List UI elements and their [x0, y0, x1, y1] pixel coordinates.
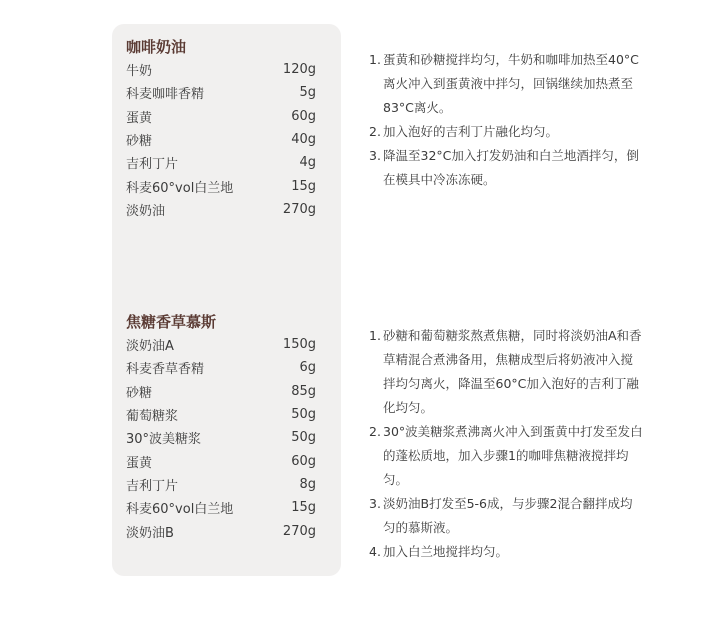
ingredient-amount: 270g — [282, 523, 316, 539]
recipe-coffee-cream-ingredients — [126, 36, 316, 221]
ingredient-amount: 120g — [282, 62, 316, 78]
step-number: 2. — [369, 124, 381, 139]
step-text: 砂糖和葡萄糖浆熬煮焦糖，同时将淡奶油A和香草精混合煮沸备用，焦糖成型后将奶液冲入搅拌均匀离火，降温至60°C加入泡好的吉利丁融化均匀。 — [383, 328, 642, 415]
ingredient-row — [126, 356, 316, 379]
ingredient-row — [126, 519, 316, 542]
ingredient-amount: 60g — [291, 108, 316, 124]
step-text: 降温至32°C加入打发奶油和白兰地酒拌匀，倒在模具中冷冻冻硬。 — [383, 148, 639, 187]
ingredient-name: 吉利丁片 — [126, 478, 179, 494]
ingredient-name: 砂糖 — [126, 134, 153, 150]
ingredient-name: 砂糖 — [126, 385, 153, 401]
step-number: 4. — [369, 544, 381, 559]
step-item — [369, 324, 644, 420]
step-item — [369, 420, 644, 492]
recipe-title: 焦糖香草慕斯 — [126, 313, 217, 331]
ingredient-name: 淡奶油 — [126, 203, 166, 219]
ingredient-amount: 270g — [282, 201, 316, 217]
ingredient-list — [126, 333, 316, 543]
ingredient-amount: 15g — [291, 500, 316, 516]
step-number: 2. — [369, 424, 381, 439]
ingredient-amount: 150g — [282, 337, 316, 353]
step-text: 淡奶油B打发至5-6成，与步骤2混合翻拌成均匀的慕斯液。 — [383, 496, 633, 535]
ingredient-amount: 60g — [291, 453, 316, 469]
ingredient-row — [126, 426, 316, 449]
ingredient-row — [126, 128, 316, 151]
step-item — [369, 48, 644, 120]
ingredient-amount: 6g — [299, 360, 316, 376]
ingredient-name: 葡萄糖浆 — [126, 409, 179, 425]
ingredient-amount: 15g — [291, 178, 316, 194]
step-item — [369, 120, 644, 144]
ingredient-list — [126, 58, 316, 221]
step-item — [369, 540, 644, 564]
ingredient-amount: 85g — [291, 383, 316, 399]
step-text: 加入泡好的吉利丁片融化均匀。 — [383, 124, 559, 139]
step-number: 1. — [369, 328, 381, 343]
recipe-title: 咖啡奶油 — [126, 38, 187, 56]
ingredient-name: 科麦咖啡香精 — [126, 87, 205, 103]
ingredient-name: 淡奶油B — [126, 525, 174, 541]
ingredient-name: 吉利丁片 — [126, 157, 179, 173]
ingredient-amount: 50g — [291, 430, 316, 446]
ingredient-row — [126, 151, 316, 174]
ingredient-row — [126, 174, 316, 197]
step-number: 3. — [369, 148, 381, 163]
ingredient-name: 蛋黄 — [126, 110, 153, 126]
step-item — [369, 144, 644, 192]
ingredients-panel — [112, 24, 341, 576]
ingredient-name: 科麦60°vol白兰地 — [126, 502, 234, 518]
ingredient-row — [126, 105, 316, 128]
ingredient-name: 30°波美糖浆 — [126, 432, 202, 448]
ingredient-amount: 50g — [291, 407, 316, 423]
ingredient-row — [126, 496, 316, 519]
ingredient-amount: 4g — [299, 155, 316, 171]
ingredient-row — [126, 333, 316, 356]
ingredient-row — [126, 58, 316, 81]
ingredient-name: 淡奶油A — [126, 339, 174, 355]
recipe-coffee-cream-steps — [369, 48, 644, 192]
recipe-caramel-vanilla-mousse-ingredients — [126, 311, 316, 543]
step-text: 30°波美糖浆煮沸离火冲入到蛋黄中打发至发白的蓬松质地，加入步骤1的咖啡焦糖液搅拌均匀。 — [383, 424, 643, 487]
ingredient-amount: 5g — [299, 85, 316, 101]
ingredient-row — [126, 449, 316, 472]
recipe-caramel-vanilla-mousse-steps — [369, 324, 644, 564]
ingredient-amount: 8g — [299, 476, 316, 492]
ingredient-name: 蛋黄 — [126, 455, 153, 471]
step-item — [369, 492, 644, 540]
ingredient-row — [126, 380, 316, 403]
ingredient-name: 科麦60°vol白兰地 — [126, 180, 234, 196]
ingredient-row — [126, 198, 316, 221]
ingredient-row — [126, 81, 316, 104]
step-number: 1. — [369, 52, 381, 67]
ingredient-row — [126, 403, 316, 426]
ingredient-amount: 40g — [291, 132, 316, 148]
step-text: 加入白兰地搅拌均匀。 — [383, 544, 509, 559]
ingredient-name: 科麦香草香精 — [126, 362, 205, 378]
step-text: 蛋黄和砂糖搅拌均匀，牛奶和咖啡加热至40°C离火冲入到蛋黄液中拌匀，回锅继续加热煮至83°C离火。 — [383, 52, 639, 115]
ingredient-name: 牛奶 — [126, 64, 153, 80]
step-number: 3. — [369, 496, 381, 511]
ingredient-row — [126, 473, 316, 496]
